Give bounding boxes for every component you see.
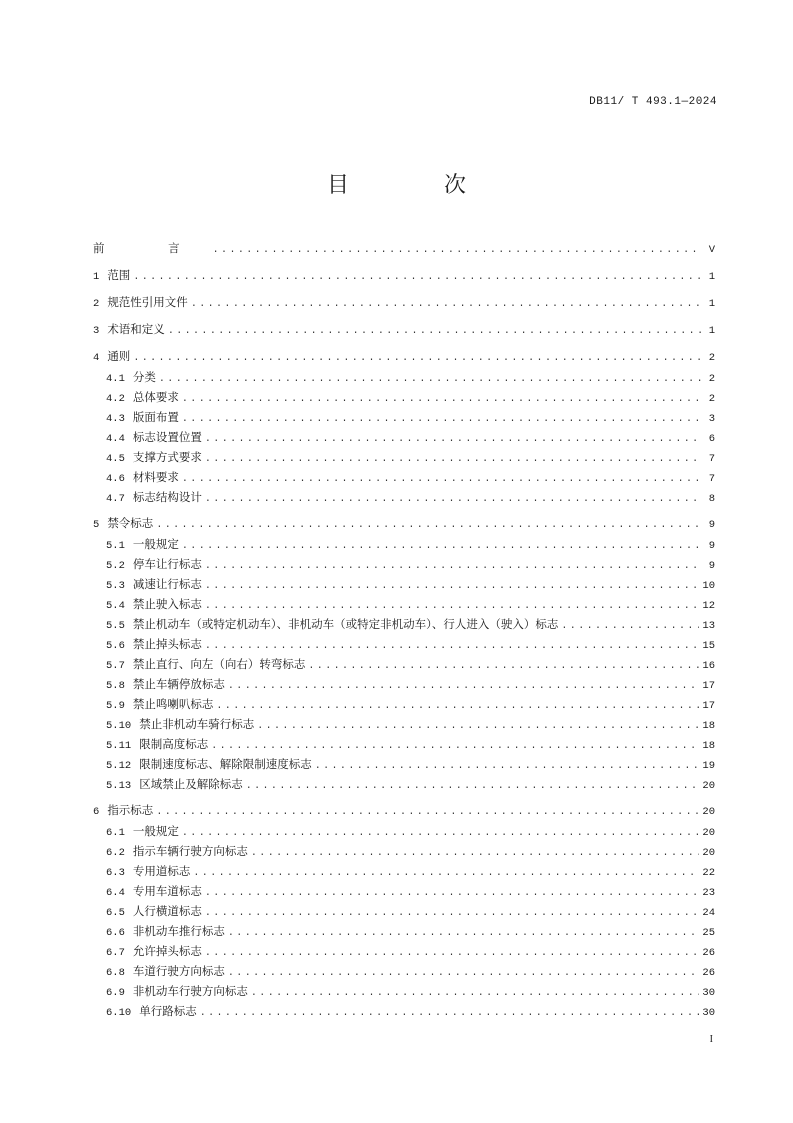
toc-entry[interactable] [93, 694, 715, 714]
toc-entry-page: 3 [708, 413, 715, 425]
toc-entry[interactable] [93, 487, 715, 507]
toc-entry[interactable] [93, 981, 715, 1001]
toc-entry-title: 禁止机动车（或特定机动车）、非机动车（或特定非机动车）、行人进入（驶入）标志 [132, 617, 559, 631]
dot-leader [205, 904, 699, 924]
toc-entry-page: 9 [708, 560, 715, 572]
toc-entry-title: 非机动车行驶方向标志 [132, 984, 248, 998]
toc-entry[interactable] [93, 554, 715, 574]
dot-leader [182, 390, 702, 410]
dot-leader [216, 697, 699, 717]
dot-leader [561, 617, 699, 637]
toc-entry-title: 总体要求 [132, 390, 179, 404]
toc-entry[interactable] [93, 292, 715, 313]
toc-entry-number: 5.2 [106, 560, 125, 572]
toc-entry-page: 7 [708, 453, 715, 465]
toc-entry-number: 4.2 [106, 393, 125, 405]
toc-entry-page: 22 [702, 867, 715, 879]
toc-entry[interactable] [93, 265, 715, 286]
toc-entry-number: 6.9 [106, 987, 125, 999]
toc-entry-number: 6.6 [106, 927, 125, 939]
toc-entry-title: 专用道标志 [132, 864, 191, 878]
toc-entry-page: 1 [708, 298, 715, 310]
toc-entry-page: 17 [702, 700, 715, 712]
dot-leader [133, 268, 702, 288]
toc-entry-page: 8 [708, 493, 715, 505]
dot-leader [251, 984, 699, 1004]
toc-entry-page: 13 [702, 620, 715, 632]
toc-entry-page: 18 [702, 740, 715, 752]
toc-entry-page: 23 [702, 887, 715, 899]
toc-entry[interactable] [93, 961, 715, 981]
toc-entry-title: 禁止掉头标志 [132, 637, 202, 651]
dot-leader [205, 490, 702, 510]
toc-entry-title: 禁止鸣喇叭标志 [132, 697, 214, 711]
toc-entry[interactable] [93, 574, 715, 594]
toc-entry-number: 5 [93, 519, 100, 531]
dot-leader [205, 450, 702, 470]
toc-entry-number: 5.11 [106, 740, 132, 752]
toc-entry[interactable] [93, 447, 715, 467]
dot-leader [257, 717, 699, 737]
toc-entry[interactable] [93, 654, 715, 674]
toc-entry-title: 减速让行标志 [132, 577, 202, 591]
toc-entry-number: 5.4 [106, 600, 125, 612]
toc-entry-title: 专用车道标志 [132, 884, 202, 898]
toc-entry-page: 6 [708, 433, 715, 445]
dot-leader [182, 824, 699, 844]
toc-entry-number: 4 [93, 352, 100, 364]
toc-entry-number: 4.4 [106, 433, 125, 445]
dot-leader [200, 1004, 700, 1024]
toc-entry-page: 1 [708, 271, 715, 283]
toc-entry[interactable] [93, 881, 715, 901]
dot-leader [156, 516, 702, 536]
toc-entry-number: 4.3 [106, 413, 125, 425]
toc-entry-number: 6.3 [106, 867, 125, 879]
toc-entry-title: 规范性引用文件 [107, 295, 188, 309]
toc-entry-number: 1 [93, 271, 100, 283]
toc-entry-number: 6 [93, 806, 100, 818]
dot-leader [191, 295, 702, 315]
toc-entry[interactable] [93, 921, 715, 941]
toc-entry-page: 16 [702, 660, 715, 672]
dot-leader [228, 677, 699, 697]
toc-entry-page: 2 [708, 393, 715, 405]
toc-entry-page: 20 [702, 780, 715, 792]
toc-entry-number: 5.5 [106, 620, 125, 632]
dot-leader [315, 757, 700, 777]
toc-entry-title: 版面布置 [132, 410, 179, 424]
toc-entry-page: 9 [708, 519, 715, 531]
toc-entry-title: 人行横道标志 [132, 904, 202, 918]
toc-entry-title: 支撑方式要求 [132, 450, 202, 464]
dot-leader [251, 844, 699, 864]
toc-entry-number: 5.1 [106, 540, 125, 552]
toc-entry[interactable] [93, 754, 715, 774]
toc-entry-number: 5.7 [106, 660, 125, 672]
toc-entry-number: 5.8 [106, 680, 125, 692]
toc-entry-title: 标志结构设计 [132, 490, 202, 504]
dot-leader [205, 944, 699, 964]
toc-entry[interactable] [93, 614, 715, 634]
dot-leader [193, 864, 699, 884]
toc-entry[interactable] [93, 821, 715, 841]
toc-entry-title: 一般规定 [132, 537, 179, 551]
toc-entry-number: 6.2 [106, 847, 125, 859]
toc-entry[interactable] [93, 714, 715, 734]
toc-entry[interactable] [93, 534, 715, 554]
toc-entry-number: 6.5 [106, 907, 125, 919]
toc-entry[interactable] [93, 238, 715, 259]
toc-entry-number: 5.13 [106, 780, 132, 792]
toc-entry-title: 术语和定义 [107, 322, 165, 336]
toc-entry-page: 19 [702, 760, 715, 772]
dot-leader [205, 884, 699, 904]
toc-entry[interactable] [93, 634, 715, 654]
dot-leader [228, 924, 699, 944]
toc-entry-page: 30 [702, 1007, 715, 1019]
toc-entry-title: 禁止直行、向左（向右）转弯标志 [132, 657, 306, 671]
dot-leader [182, 537, 702, 557]
dot-leader [168, 322, 702, 342]
toc-entry-number: 6.4 [106, 887, 125, 899]
toc-entry-page: 12 [702, 600, 715, 612]
toc-entry[interactable] [93, 319, 715, 340]
toc-entry[interactable] [93, 387, 715, 407]
toc-entry-title: 一般规定 [132, 824, 179, 838]
toc-entry-title: 前 言 [93, 241, 210, 255]
toc-entry-title: 非机动车推行标志 [132, 924, 225, 938]
toc-entry-page: 30 [702, 987, 715, 999]
dot-leader [205, 557, 702, 577]
dot-leader [205, 430, 702, 450]
toc-entry[interactable] [93, 367, 715, 387]
toc-entry-number: 4.5 [106, 453, 125, 465]
toc-entry[interactable] [93, 841, 715, 861]
toc-entry-title: 分类 [132, 370, 156, 384]
toc-entry-number: 4.7 [106, 493, 125, 505]
toc-entry-number: 5.6 [106, 640, 125, 652]
toc-entry[interactable] [93, 594, 715, 614]
page-number: I [709, 1034, 713, 1045]
dot-leader [156, 803, 699, 823]
toc-entry-number: 5.12 [106, 760, 132, 772]
toc-entry-page: 26 [702, 967, 715, 979]
document-code: DB11/ T 493.1—2024 [589, 96, 717, 108]
toc-entry-page: 17 [702, 680, 715, 692]
toc-entry-page: 9 [708, 540, 715, 552]
dot-leader [133, 349, 702, 369]
toc-entry[interactable] [93, 513, 715, 534]
toc-entry-page: 18 [702, 720, 715, 732]
dot-leader [205, 577, 699, 597]
toc-entry[interactable] [93, 674, 715, 694]
toc-entry[interactable] [93, 734, 715, 754]
toc-entry-number: 2 [93, 298, 100, 310]
toc-entry-title: 通则 [107, 349, 131, 363]
toc-entry[interactable] [93, 861, 715, 881]
toc-entry-title: 停车让行标志 [132, 557, 202, 571]
toc-entry-title: 禁止非机动车骑行标志 [139, 717, 255, 731]
toc-entry-page: 2 [708, 352, 715, 364]
toc-entry[interactable] [93, 346, 715, 367]
toc-entry-title: 标志设置位置 [132, 430, 202, 444]
dot-leader [182, 470, 702, 490]
toc-entry-page: 10 [702, 580, 715, 592]
toc-entry[interactable] [93, 941, 715, 961]
toc-entry-number: 4.6 [106, 473, 125, 485]
toc-entry-number: 5.3 [106, 580, 125, 592]
toc-entry[interactable] [93, 774, 715, 794]
toc-entry-title: 指示车辆行驶方向标志 [132, 844, 248, 858]
dot-leader [213, 241, 702, 261]
toc-entry-title: 限制高度标志 [139, 737, 209, 751]
toc-entry-page: 20 [702, 847, 715, 859]
toc-entry-page: 2 [708, 373, 715, 385]
toc-entry[interactable] [93, 901, 715, 921]
toc-entry-number: 5.10 [106, 720, 132, 732]
toc-entry-page: 25 [702, 927, 715, 939]
toc-entry-number: 5.9 [106, 700, 125, 712]
toc-entry-number: 6.7 [106, 947, 125, 959]
toc-entry-number: 6.8 [106, 967, 125, 979]
toc-entry-page: 1 [708, 325, 715, 337]
toc-entry[interactable] [93, 1001, 715, 1021]
toc-entry-title: 禁止驶入标志 [132, 597, 202, 611]
table-of-contents [93, 238, 715, 1021]
toc-entry[interactable] [93, 407, 715, 427]
dot-leader [159, 370, 702, 390]
toc-entry-number: 3 [93, 325, 100, 337]
toc-entry-title: 限制速度标志、解除限制速度标志 [139, 757, 312, 771]
toc-entry[interactable] [93, 800, 715, 821]
dot-leader [308, 657, 699, 677]
toc-entry-title: 材料要求 [132, 470, 179, 484]
toc-entry-number: 6.10 [106, 1007, 132, 1019]
toc-entry-number: 6.1 [106, 827, 125, 839]
toc-entry-page: 24 [702, 907, 715, 919]
toc-entry-page: 7 [708, 473, 715, 485]
dot-leader [246, 777, 700, 797]
toc-entry-title: 指示标志 [107, 803, 154, 817]
toc-entry-number: 4.1 [106, 373, 125, 385]
toc-entry-page: 20 [702, 827, 715, 839]
toc-entry-title: 车道行驶方向标志 [132, 964, 225, 978]
toc-entry-title: 区域禁止及解除标志 [139, 777, 243, 791]
toc-entry-title: 允许掉头标志 [132, 944, 202, 958]
toc-entry[interactable] [93, 467, 715, 487]
toc-entry-title: 禁令标志 [107, 516, 154, 530]
toc-entry-page: 15 [702, 640, 715, 652]
dot-leader [182, 410, 702, 430]
toc-entry-page: 20 [702, 806, 715, 818]
toc-entry[interactable] [93, 427, 715, 447]
toc-entry-page: V [708, 244, 715, 256]
toc-entry-page: 26 [702, 947, 715, 959]
dot-leader [228, 964, 699, 984]
toc-entry-title: 范围 [107, 268, 131, 282]
page-title: 目 次 [327, 173, 510, 198]
toc-entry-title: 单行路标志 [139, 1004, 197, 1018]
toc-entry-title: 禁止车辆停放标志 [132, 677, 225, 691]
